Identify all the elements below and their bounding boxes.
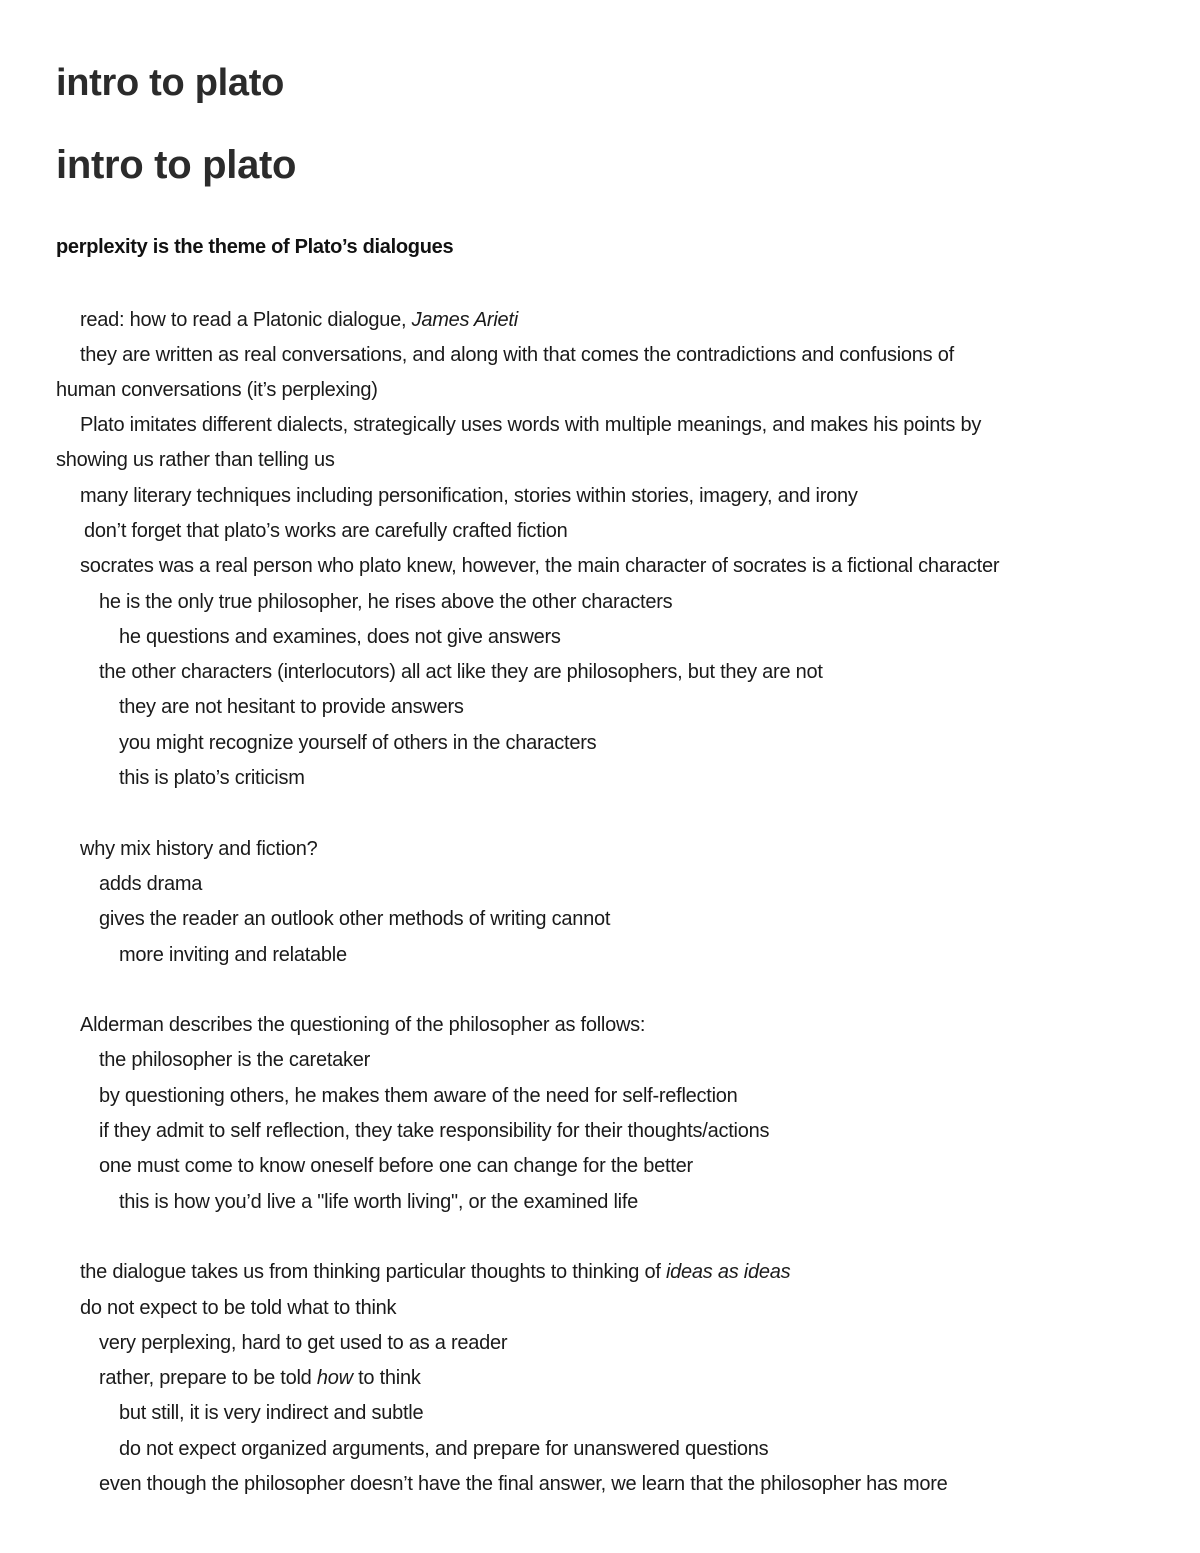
note-line xyxy=(56,307,518,333)
note-line: showing us rather than telling us xyxy=(56,449,335,471)
note-line: even though the philosopher doesn’t have the final answer, we learn that the philosopher has more xyxy=(99,1473,948,1495)
note-line: socrates was a real person who plato knew, however, the main character of socrates is a fictional character xyxy=(80,555,1000,577)
note-line: human conversations (it’s perplexing) xyxy=(56,379,378,401)
note-line xyxy=(56,1259,790,1285)
note-line: why mix history and fiction? xyxy=(80,838,318,860)
author-name: James Arieti xyxy=(411,309,518,331)
note-line: Alderman describes the questioning of the philosopher as follows: xyxy=(80,1014,646,1036)
note-line: gives the reader an outlook other methods of writing cannot xyxy=(99,908,611,930)
note-line: if they admit to self reflection, they take responsibility for their thoughts/actions xyxy=(99,1120,770,1142)
note-line: you might recognize yourself of others in the characters xyxy=(119,732,597,754)
note-line: many literary techniques including personification, stories within stories, imagery, and irony xyxy=(80,485,858,507)
note-line: Plato imitates different dialects, strategically uses words with multiple meanings, and makes his points by xyxy=(80,414,982,436)
note-line: the other characters (interlocutors) all act like they are philosophers, but they are not xyxy=(99,661,823,683)
emphasis-text: ideas as ideas xyxy=(665,1261,791,1283)
note-line: the philosopher is the caretaker xyxy=(99,1049,371,1071)
note-text: rather, prepare to be told xyxy=(99,1367,317,1389)
section-subheading: perplexity is the theme of Plato’s dialogues xyxy=(56,236,454,258)
note-line: don’t forget that plato’s works are carefully crafted fiction xyxy=(84,520,568,542)
note-line: he is the only true philosopher, he rises above the other characters xyxy=(99,591,673,613)
note-text: read: how to read a Platonic dialogue, xyxy=(80,309,412,331)
note-text: to think xyxy=(352,1367,421,1389)
note-line: more inviting and relatable xyxy=(119,944,347,966)
note-line: he questions and examines, does not give answers xyxy=(119,626,561,648)
emphasis-text: how xyxy=(316,1367,353,1389)
note-line: do not expect organized arguments, and prepare for unanswered questions xyxy=(119,1438,769,1460)
note-line: they are written as real conversations, and along with that comes the contradictions and confusions of xyxy=(80,344,954,366)
note-line: do not expect to be told what to think xyxy=(80,1297,397,1319)
note-line: one must come to know oneself before one can change for the better xyxy=(99,1155,693,1177)
section-title: intro to plato xyxy=(56,143,297,187)
note-line xyxy=(56,1365,421,1391)
note-line: adds drama xyxy=(99,873,203,895)
note-line: this is how you’d live a "life worth living", or the examined life xyxy=(119,1191,639,1213)
note-line: they are not hesitant to provide answers xyxy=(119,696,464,718)
note-line: very perplexing, hard to get used to as a reader xyxy=(99,1332,508,1354)
page-title: intro to plato xyxy=(56,62,284,104)
note-line: this is plato’s criticism xyxy=(119,767,305,789)
note-line: but still, it is very indirect and subtle xyxy=(119,1402,424,1424)
note-line: by questioning others, he makes them aware of the need for self-reflection xyxy=(99,1085,738,1107)
note-text: the dialogue takes us from thinking particular thoughts to thinking of xyxy=(80,1261,666,1283)
